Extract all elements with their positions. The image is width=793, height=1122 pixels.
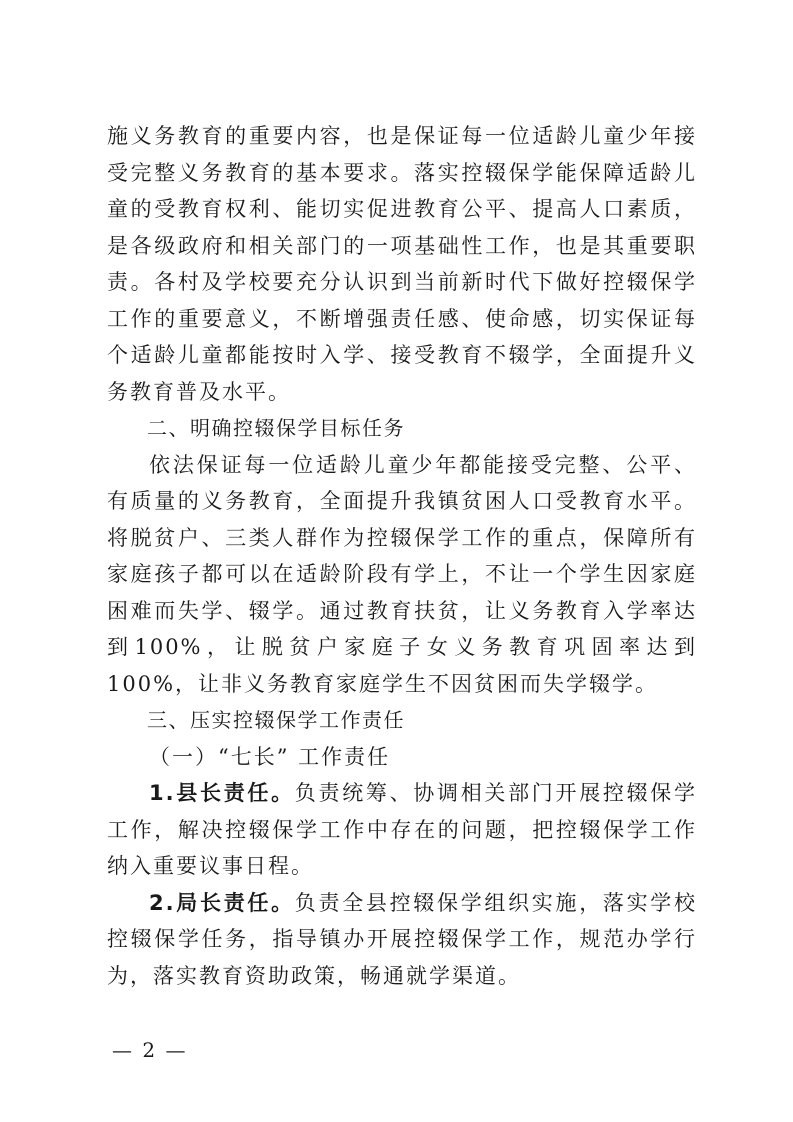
item-bureau-head <box>107 885 697 995</box>
item-bureau-head-text: 负责全县控辍保学组织实施，落实学校控辍保学任务，指导镇办开展控辍保学工作，规范办学行为，落实教育资助政策，畅通就学渠道。 <box>107 890 697 988</box>
document-body <box>107 118 697 994</box>
subsection-heading-1: （一）“七长” 工作责任 <box>149 744 391 769</box>
item-county-head-text: 负责统筹、协调相关部门开展控辍保学工作，解决控辍保学工作中存在的问题，把控辍保学工作纳入重要议事日程。 <box>107 781 697 878</box>
paragraph-goals: 依法保证每一位适龄儿童少年都能接受完整、公平、有质量的义务教育，全面提升我镇贫困人口受教育水平。将脱贫户、三类人群作为控辍保学工作的重点，保障所有家庭孩子都可以在适龄阶段有学上，不让一个学生因家庭困难而失学、辍学。通过教育扶贫，让义务教育入学率达到100%，让脱贫户家庭子女义务教育巩固率达到100%，让非义务教育家庭学生不因贫困而失学辍学。 <box>107 452 697 696</box>
paragraph-continuation: 施义务教育的重要内容，也是保证每一位适龄儿童少年接受完整义务教育的基本要求。落实控辍保学能保障适龄儿童的受教育权利、能切实促进教育公平、提高人口素质，是各级政府和相关部门的一项基础性工作，也是其重要职责。各村及学校要充分认识到当前新时代下做好控辍保学工作的重要意义，不断增强责任感、使命感，切实保证每个适龄儿童都能按时入学、接受教育不辍学，全面提升义务教育普及水平。 <box>107 124 697 404</box>
section-heading-2: 二、明确控辍保学目标任务 <box>147 416 405 440</box>
item-county-head-lead: 1.县长责任。 <box>149 781 295 805</box>
page-number: — 2 — <box>112 1038 188 1062</box>
item-county-head <box>107 775 697 885</box>
item-bureau-head-lead: 2.局长责任。 <box>149 890 295 915</box>
section-heading-3: 三、压实控辍保学工作责任 <box>147 708 405 732</box>
